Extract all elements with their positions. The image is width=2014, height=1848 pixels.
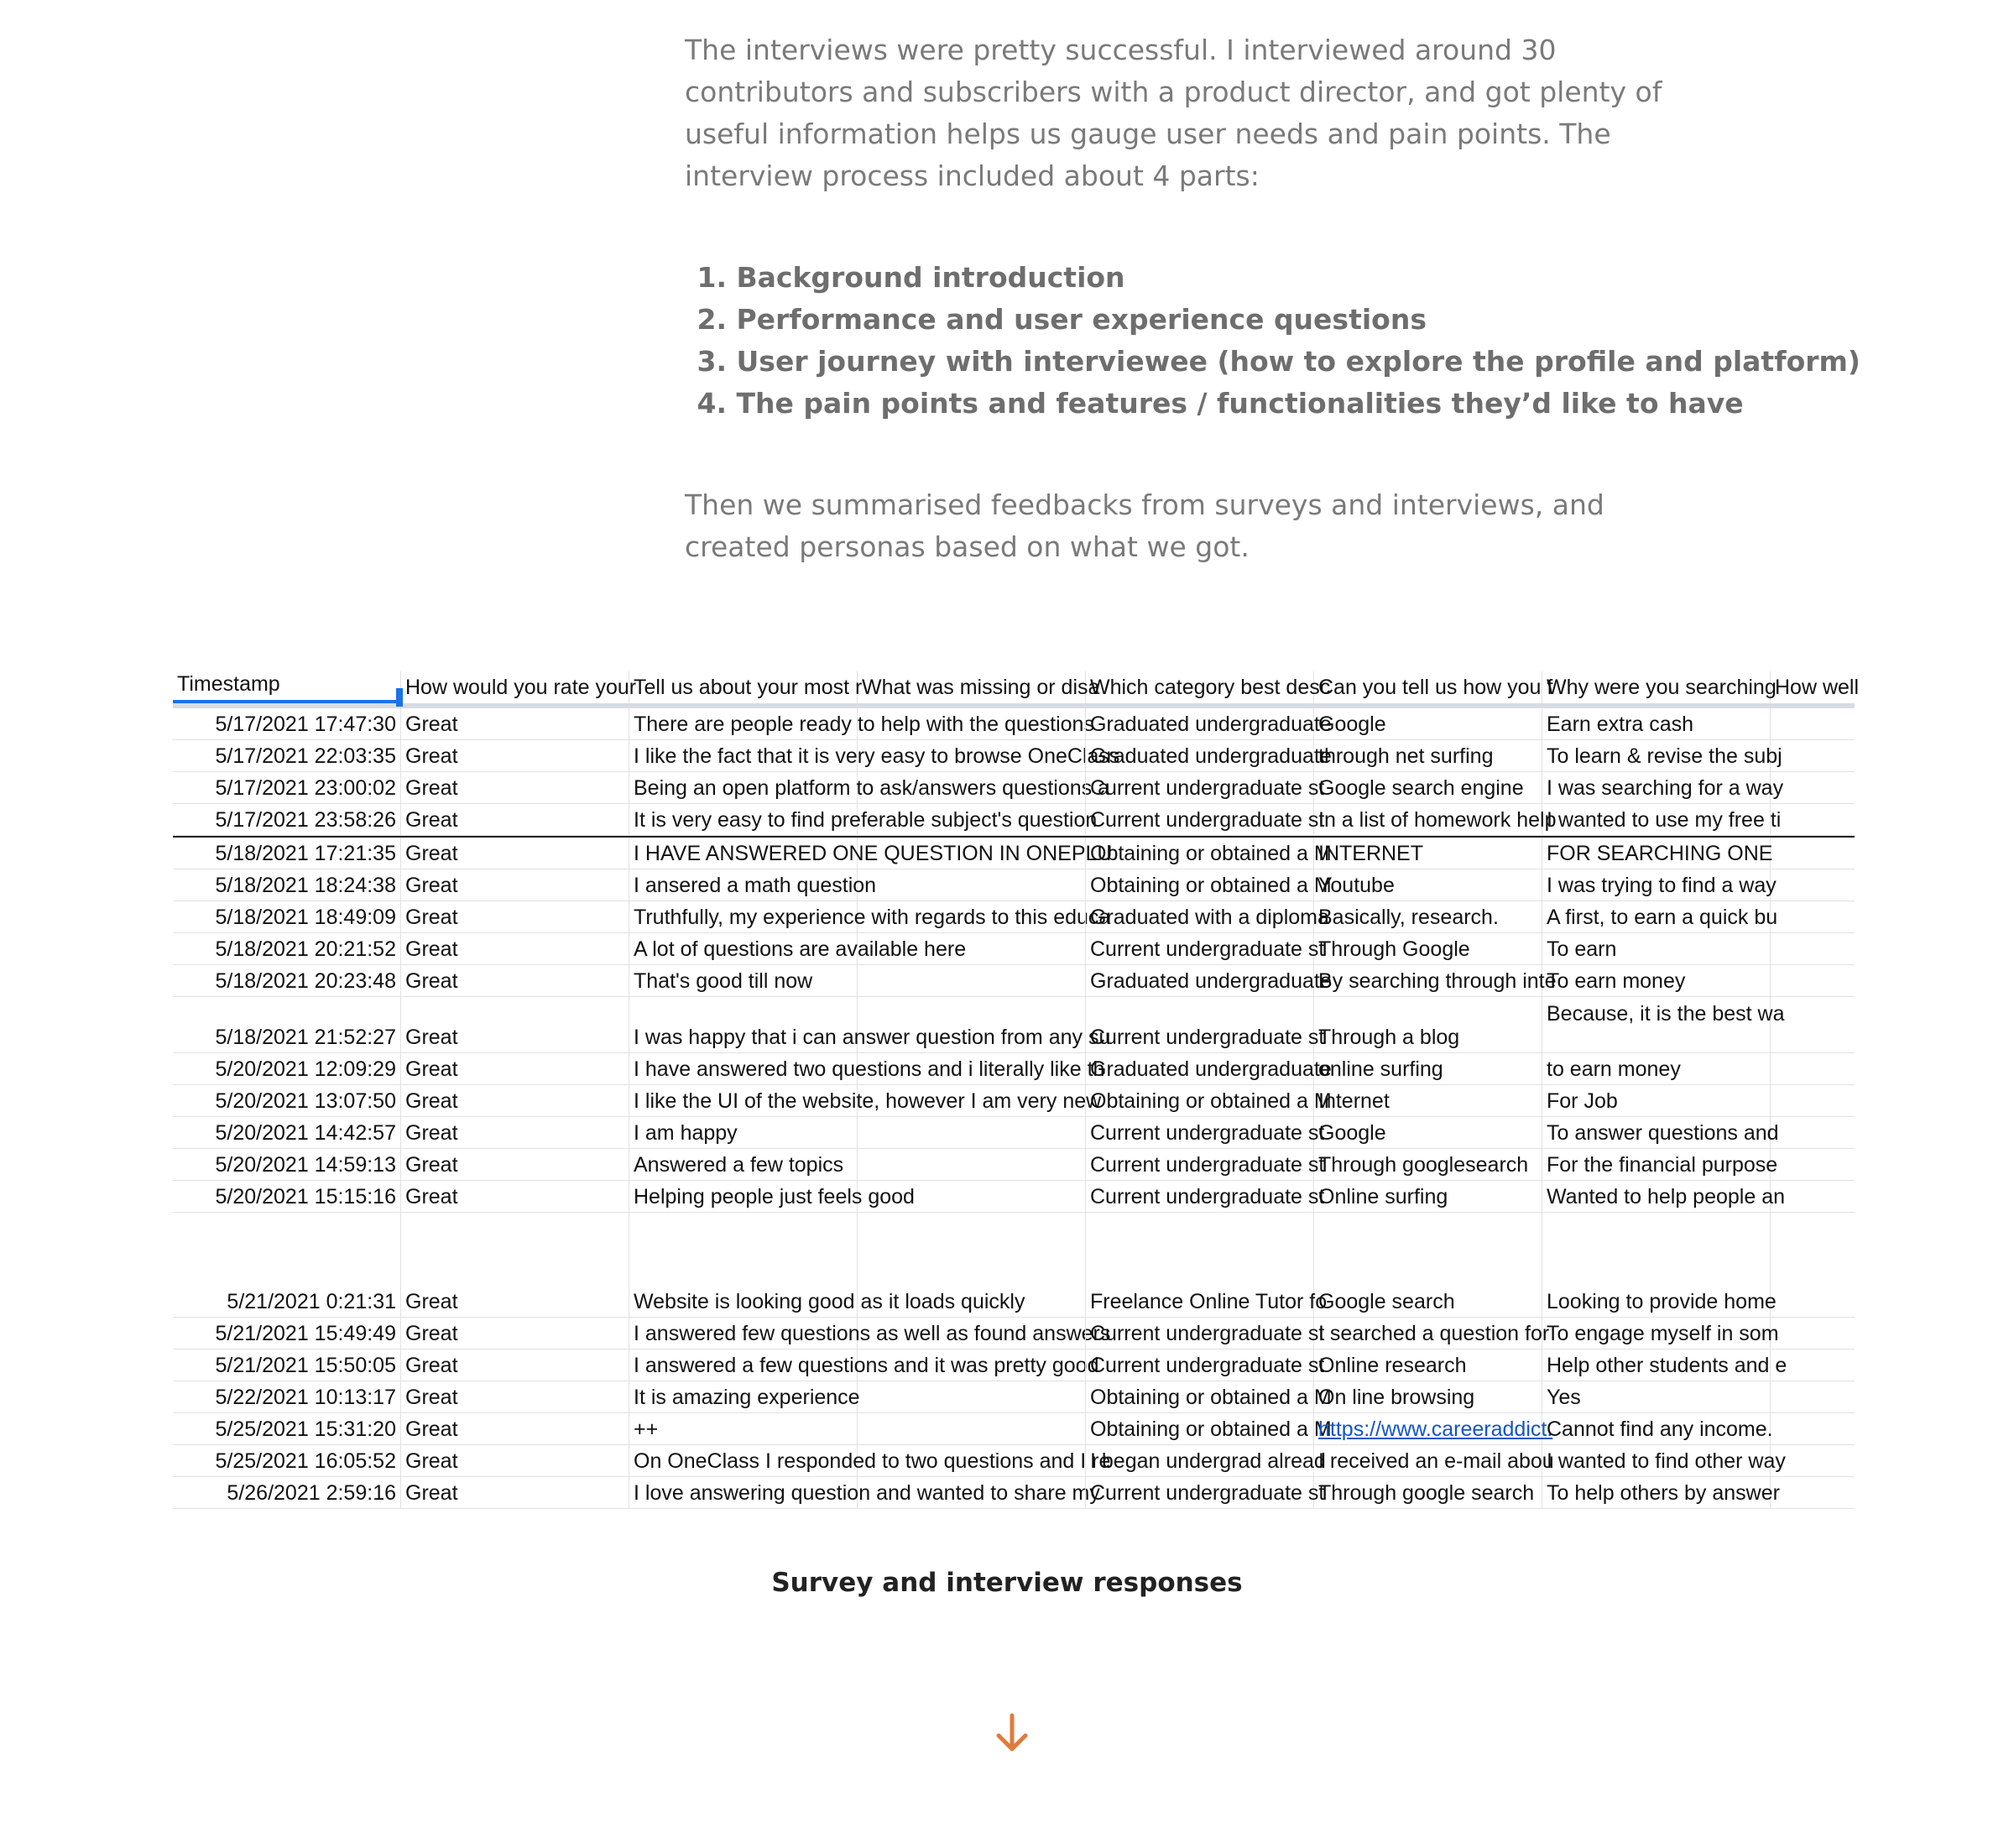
experience-cell[interactable]: Helping people just feels good (629, 1181, 858, 1212)
list-text: The pain points and features / functionalities they’d like to have (736, 387, 1744, 420)
experience-cell[interactable]: ++ (629, 1413, 858, 1444)
rating-cell[interactable]: Great (401, 869, 629, 901)
empty-cell[interactable] (1771, 1085, 1855, 1116)
table-row (173, 1053, 1855, 1085)
category-cell[interactable]: Freelance Online Tutor fo (1086, 1213, 1314, 1317)
reason-cell[interactable]: Yes (1542, 1381, 1771, 1412)
category-cell[interactable]: Graduated with a diploma (1086, 901, 1314, 932)
timestamp-cell[interactable]: 5/26/2021 2:59:16 (173, 1477, 401, 1508)
table-row (173, 1349, 1855, 1381)
table-row (173, 1477, 1855, 1509)
empty-cell[interactable] (1771, 933, 1855, 964)
figure-caption: Survey and interview responses (771, 1568, 1243, 1598)
table-row (173, 1085, 1855, 1117)
header-cell[interactable]: Can you tell us how you f (1314, 671, 1542, 703)
category-cell[interactable]: Graduated undergraduate (1086, 965, 1314, 996)
reason-cell[interactable]: I was trying to find a way (1542, 869, 1771, 901)
source-cell[interactable]: through net surfing (1314, 740, 1542, 771)
experience-cell[interactable]: Answered a few topics (629, 1149, 858, 1180)
category-cell[interactable]: Current undergraduate st (1086, 772, 1314, 803)
reason-cell[interactable]: FOR SEARCHING ONE (1542, 838, 1771, 869)
list-item (685, 341, 1860, 383)
missing-cell[interactable] (858, 1318, 1086, 1349)
source-cell[interactable]: Google search (1314, 1213, 1542, 1317)
reason-cell[interactable]: Because, it is the best wa (1542, 997, 1771, 1052)
source-cell[interactable]: Through a blog (1314, 997, 1542, 1052)
category-cell[interactable]: Current undergraduate st (1086, 1117, 1314, 1148)
rating-cell[interactable]: Great (401, 933, 629, 964)
category-cell[interactable]: Current undergraduate st (1086, 1149, 1314, 1180)
missing-cell[interactable] (858, 1349, 1086, 1381)
timestamp-cell[interactable]: 5/20/2021 12:09:29 (173, 1053, 401, 1084)
table-row (173, 1117, 1855, 1149)
timestamp-cell[interactable]: 5/18/2021 18:49:09 (173, 901, 401, 932)
source-cell[interactable]: Through googlesearch (1314, 1149, 1542, 1180)
header-cell[interactable]: Why were you searching (1542, 671, 1771, 703)
reason-cell[interactable]: Wanted to help people an (1542, 1181, 1771, 1212)
experience-cell[interactable]: I have answered two questions and i literally like th (629, 1053, 858, 1084)
reason-cell[interactable]: To engage myself in som (1542, 1318, 1771, 1349)
source-cell[interactable]: Online surfing (1314, 1181, 1542, 1212)
table-row (173, 1149, 1855, 1181)
table-row (173, 933, 1855, 965)
header-cell[interactable]: Timestamp (173, 671, 401, 703)
header-cell[interactable]: Tell us about your most r (629, 671, 858, 703)
experience-cell[interactable]: I ansered a math question (629, 869, 858, 901)
list-number: 2. (697, 303, 727, 336)
list-text: User journey with interviewee (how to explore the profile and platform) (736, 345, 1860, 378)
category-cell[interactable]: Current undergraduate st (1086, 1477, 1314, 1508)
rating-cell[interactable]: Great (401, 1413, 629, 1444)
summary-paragraph (685, 484, 1692, 568)
category-cell[interactable]: Current undergraduate st (1086, 1181, 1314, 1212)
missing-cell[interactable] (858, 1053, 1086, 1084)
missing-cell[interactable] (858, 708, 1086, 739)
empty-cell[interactable] (1771, 1413, 1855, 1444)
missing-cell[interactable] (858, 901, 1086, 932)
intro-paragraph (685, 29, 1692, 197)
timestamp-cell[interactable]: 5/21/2021 15:50:05 (173, 1349, 401, 1381)
experience-cell[interactable]: Truthfully, my experience with regards to this educa (629, 901, 858, 932)
empty-cell[interactable] (1771, 869, 1855, 901)
rating-cell[interactable]: Great (401, 708, 629, 739)
timestamp-cell[interactable]: 5/18/2021 18:24:38 (173, 869, 401, 901)
empty-cell[interactable] (1771, 1213, 1855, 1317)
source-cell[interactable]: online surfing (1314, 1053, 1542, 1084)
reason-cell[interactable]: For the financial purpose (1542, 1149, 1771, 1180)
timestamp-cell[interactable]: 5/20/2021 15:15:16 (173, 1181, 401, 1212)
table-row (173, 1413, 1855, 1445)
list-number: 4. (697, 387, 727, 420)
category-cell[interactable]: Graduated undergraduate (1086, 1053, 1314, 1084)
reason-cell[interactable]: Looking to provide home (1542, 1213, 1771, 1317)
header-cell[interactable]: What was missing or disa (858, 671, 1086, 703)
reason-cell[interactable]: Cannot find any income. (1542, 1413, 1771, 1444)
empty-cell[interactable] (1771, 1181, 1855, 1212)
rating-cell[interactable]: Great (401, 1149, 629, 1180)
header-cell[interactable]: How would you rate your (401, 671, 629, 703)
timestamp-cell[interactable]: 5/17/2021 23:00:02 (173, 772, 401, 803)
empty-cell[interactable] (1771, 804, 1855, 835)
experience-cell[interactable]: I HAVE ANSWERED ONE QUESTION IN ONEPLU (629, 838, 858, 869)
missing-cell[interactable] (858, 933, 1086, 964)
category-cell[interactable]: Current undergraduate st (1086, 933, 1314, 964)
category-cell[interactable]: Obtaining or obtained a M (1086, 1381, 1314, 1412)
list-text: Performance and user experience questions (736, 303, 1427, 336)
missing-cell[interactable] (858, 1213, 1086, 1317)
rating-cell[interactable]: Great (401, 901, 629, 932)
rating-cell[interactable]: Great (401, 772, 629, 803)
category-cell[interactable]: Current undergraduate st (1086, 1349, 1314, 1381)
experience-cell[interactable]: It is very easy to find preferable subject's question (629, 804, 858, 835)
missing-cell[interactable] (858, 804, 1086, 835)
empty-cell[interactable] (1771, 708, 1855, 739)
table-row (173, 901, 1855, 933)
reason-cell[interactable]: To earn (1542, 933, 1771, 964)
table-row (173, 1445, 1855, 1477)
source-cell[interactable]: Through Google (1314, 933, 1542, 964)
experience-cell[interactable]: That's good till now (629, 965, 858, 996)
missing-cell[interactable] (858, 1381, 1086, 1412)
source-cell[interactable]: Google search engine (1314, 772, 1542, 803)
rating-cell[interactable]: Great (401, 997, 629, 1052)
empty-cell[interactable] (1771, 1117, 1855, 1148)
rating-cell[interactable]: Great (401, 838, 629, 869)
header-cell[interactable]: How well (1775, 676, 1860, 699)
experience-cell[interactable]: Being an open platform to ask/answers questions a (629, 772, 858, 803)
source-cell[interactable]: On line browsing (1314, 1381, 1542, 1412)
missing-cell[interactable] (858, 1477, 1086, 1508)
source-cell[interactable]: Through google search (1314, 1477, 1542, 1508)
sheet-body (173, 708, 1855, 1509)
table-row (173, 1181, 1855, 1213)
missing-cell[interactable] (858, 1149, 1086, 1180)
rating-cell[interactable]: Great (401, 1381, 629, 1412)
experience-cell[interactable]: It is amazing experience (629, 1381, 858, 1412)
empty-cell[interactable] (1771, 1349, 1855, 1381)
rating-cell[interactable]: Great (401, 740, 629, 771)
empty-cell[interactable] (1771, 901, 1855, 932)
table-row (173, 836, 1855, 869)
missing-cell[interactable] (858, 1085, 1086, 1116)
experience-cell[interactable]: I answered a few questions and it was pretty good (629, 1349, 858, 1381)
table-row (173, 965, 1855, 997)
list-item (685, 299, 1860, 341)
experience-cell[interactable]: On OneClass I responded to two questions and I re (629, 1445, 858, 1476)
rating-cell[interactable]: Great (401, 1117, 629, 1148)
category-cell[interactable]: Obtaining or obtained a M (1086, 1413, 1314, 1444)
table-row (173, 1213, 1855, 1318)
source-cell[interactable]: INTERNET (1314, 838, 1542, 869)
timestamp-cell[interactable]: 5/17/2021 22:03:35 (173, 740, 401, 771)
timestamp-cell[interactable]: 5/18/2021 20:23:48 (173, 965, 401, 996)
missing-cell[interactable] (858, 1181, 1086, 1212)
source-cell[interactable]: Basically, research. (1314, 901, 1542, 932)
intro-text: The interviews were pretty successful. I interviewed around 30 contributors and subscribers with a product director, and got plenty of useful information helps us gauge user needs and pain points. The interview process included about 4 parts: (685, 34, 1662, 192)
reason-cell[interactable]: I was searching for a way (1542, 772, 1771, 803)
reason-cell[interactable]: To answer questions and (1542, 1117, 1771, 1148)
table-row (173, 804, 1855, 836)
empty-cell[interactable] (1771, 997, 1855, 1052)
rating-cell[interactable]: Great (401, 965, 629, 996)
rating-cell[interactable]: Great (401, 1445, 629, 1476)
arrow-down-icon[interactable] (994, 1712, 1030, 1754)
empty-cell[interactable] (1771, 1053, 1855, 1084)
table-row (173, 997, 1855, 1053)
reason-cell[interactable]: To earn money (1542, 965, 1771, 996)
table-row (173, 772, 1855, 804)
reason-cell[interactable]: A first, to earn a quick bu (1542, 901, 1771, 932)
category-cell[interactable]: Current undergraduate st (1086, 997, 1314, 1052)
timestamp-cell[interactable]: 5/17/2021 17:47:30 (173, 708, 401, 739)
table-row (173, 740, 1855, 772)
sheet-header-row (173, 671, 1860, 708)
table-row (173, 1318, 1855, 1349)
empty-cell[interactable] (1771, 1445, 1855, 1476)
missing-cell[interactable] (858, 838, 1086, 869)
table-row (173, 1381, 1855, 1413)
timestamp-cell[interactable]: 5/17/2021 23:58:26 (173, 804, 401, 835)
empty-cell[interactable] (1771, 1318, 1855, 1349)
reason-cell[interactable]: I wanted to use my free ti (1542, 804, 1771, 835)
reason-cell[interactable]: to earn money (1542, 1053, 1771, 1084)
empty-cell[interactable] (1771, 1477, 1855, 1508)
category-cell[interactable]: I began undergrad alread (1086, 1445, 1314, 1476)
experience-cell[interactable]: I am happy (629, 1117, 858, 1148)
missing-cell[interactable] (858, 997, 1086, 1052)
selection-fill-handle[interactable] (396, 688, 403, 707)
missing-cell[interactable] (858, 772, 1086, 803)
category-cell[interactable]: Current undergraduate st (1086, 1318, 1314, 1349)
timestamp-cell[interactable]: 5/20/2021 14:42:57 (173, 1117, 401, 1148)
reason-cell[interactable]: Earn extra cash (1542, 708, 1771, 739)
list-number: 3. (697, 345, 727, 378)
missing-cell[interactable] (858, 1413, 1086, 1444)
source-cell[interactable]: Youtube (1314, 869, 1542, 901)
source-cell[interactable]: In a list of homework help (1314, 804, 1542, 835)
source-cell[interactable]: I searched a question for (1314, 1318, 1542, 1349)
table-row (173, 708, 1855, 740)
rating-cell[interactable]: Great (401, 1053, 629, 1084)
experience-cell[interactable]: There are people ready to help with the questions (629, 708, 858, 739)
empty-cell[interactable] (1771, 1149, 1855, 1180)
summary-text: Then we summarised feedbacks from surveys and interviews, and created personas based on what we got. (685, 488, 1604, 563)
list-number: 1. (697, 261, 727, 294)
missing-cell[interactable] (858, 1117, 1086, 1148)
rating-cell[interactable]: Great (401, 1477, 629, 1508)
reason-cell[interactable]: To help others by answer (1542, 1477, 1771, 1508)
empty-cell[interactable] (1771, 965, 1855, 996)
source-cell[interactable]: Google (1314, 708, 1542, 739)
interview-parts-list (685, 257, 1860, 425)
header-cell[interactable]: Which category best desc (1086, 671, 1314, 703)
timestamp-cell[interactable]: 5/20/2021 13:07:50 (173, 1085, 401, 1116)
empty-cell[interactable] (1771, 740, 1855, 771)
experience-cell[interactable]: I like the fact that it is very easy to browse OneClass (629, 740, 858, 771)
timestamp-cell[interactable]: 5/18/2021 20:21:52 (173, 933, 401, 964)
empty-cell[interactable] (1771, 1381, 1855, 1412)
experience-cell[interactable]: I love answering question and wanted to share my (629, 1477, 858, 1508)
category-cell[interactable]: Current undergraduate st (1086, 804, 1314, 835)
source-cell[interactable]: Google (1314, 1117, 1542, 1148)
rating-cell[interactable]: Great (401, 1085, 629, 1116)
list-item (685, 383, 1860, 425)
timestamp-cell[interactable]: 5/25/2021 15:31:20 (173, 1413, 401, 1444)
source-cell[interactable]: Online research (1314, 1349, 1542, 1381)
list-text: Background introduction (736, 261, 1125, 294)
table-row (173, 869, 1855, 901)
empty-cell[interactable] (1771, 838, 1855, 869)
category-cell[interactable]: Graduated undergraduate (1086, 740, 1314, 771)
timestamp-cell[interactable]: 5/18/2021 17:21:35 (173, 838, 401, 869)
timestamp-cell[interactable]: 5/21/2021 15:49:49 (173, 1318, 401, 1349)
rating-cell[interactable]: Great (401, 804, 629, 835)
rating-cell[interactable]: Great (401, 1181, 629, 1212)
experience-cell[interactable]: A lot of questions are available here (629, 933, 858, 964)
category-cell[interactable]: Obtaining or obtained a M (1086, 869, 1314, 901)
experience-cell[interactable]: I like the UI of the website, however I am very new (629, 1085, 858, 1116)
missing-cell[interactable] (858, 965, 1086, 996)
experience-cell[interactable]: Website is looking good as it loads quickly (629, 1213, 858, 1317)
missing-cell[interactable] (858, 740, 1086, 771)
reason-cell[interactable]: For Job (1542, 1085, 1771, 1116)
reason-cell[interactable]: To learn & revise the subj (1542, 740, 1771, 771)
timestamp-cell[interactable]: 5/20/2021 14:59:13 (173, 1149, 401, 1180)
missing-cell[interactable] (858, 869, 1086, 901)
source-cell[interactable]: By searching through inte (1314, 965, 1542, 996)
rating-cell[interactable]: Great (401, 1349, 629, 1381)
survey-spreadsheet (173, 671, 1860, 1509)
timestamp-cell[interactable]: 5/21/2021 0:21:31 (173, 1213, 401, 1317)
source-cell[interactable]: I received an e-mail abou (1314, 1445, 1542, 1476)
experience-cell[interactable]: I was happy that i can answer question from any su (629, 997, 858, 1052)
reason-cell[interactable]: I wanted to find other way (1542, 1445, 1771, 1476)
category-cell[interactable]: Graduated undergraduate (1086, 708, 1314, 739)
timestamp-cell[interactable]: 5/25/2021 16:05:52 (173, 1445, 401, 1476)
rating-cell[interactable]: Great (401, 1213, 629, 1317)
source-cell[interactable]: Internet (1314, 1085, 1542, 1116)
reason-cell[interactable]: Help other students and e (1542, 1349, 1771, 1381)
category-cell[interactable]: Obtaining or obtained a M (1086, 838, 1314, 869)
timestamp-cell[interactable]: 5/22/2021 10:13:17 (173, 1381, 401, 1412)
category-cell[interactable]: Obtaining or obtained a M (1086, 1085, 1314, 1116)
rating-cell[interactable]: Great (401, 1318, 629, 1349)
source-cell[interactable]: https://www.careeraddict. (1314, 1413, 1542, 1444)
missing-cell[interactable] (858, 1445, 1086, 1476)
list-item (685, 257, 1860, 299)
empty-cell[interactable] (1771, 772, 1855, 803)
experience-cell[interactable]: I answered few questions as well as found answers (629, 1318, 858, 1349)
timestamp-cell[interactable]: 5/18/2021 21:52:27 (173, 997, 401, 1052)
